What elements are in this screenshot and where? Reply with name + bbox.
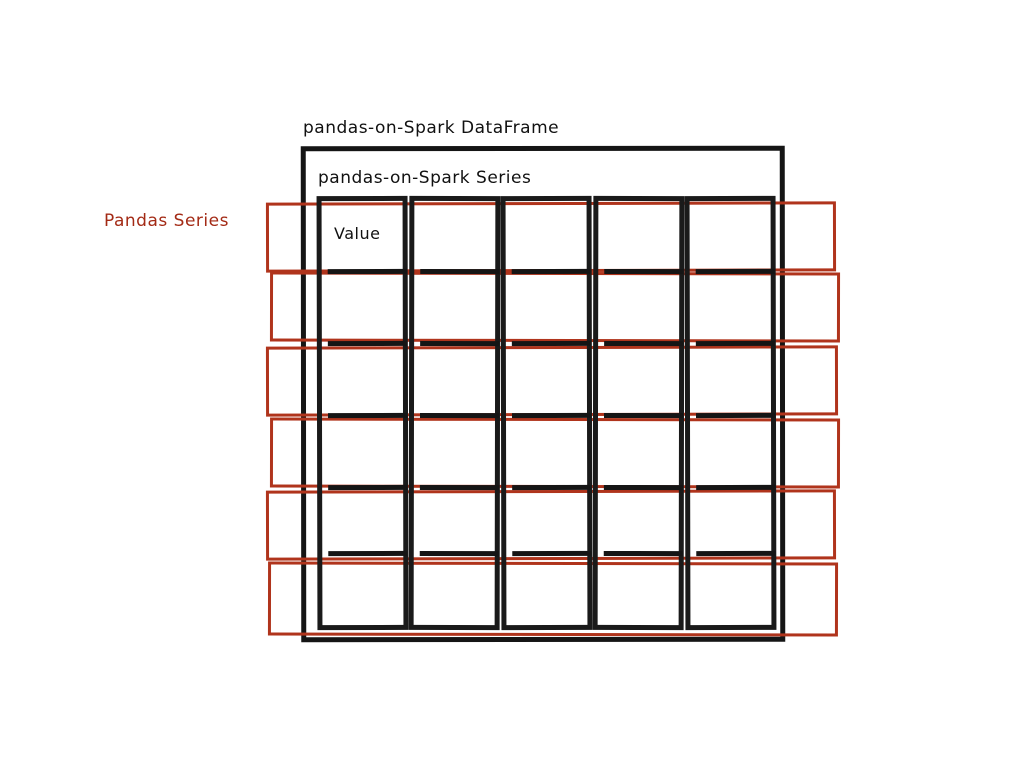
cell-divider <box>696 413 775 418</box>
cell-divider <box>604 341 683 346</box>
spark-series-title: pandas-on-Spark Series <box>318 168 532 188</box>
cell-divider <box>328 269 407 274</box>
cell-divider <box>604 413 683 418</box>
cell-divider <box>328 485 407 490</box>
spark-series-column-2 <box>409 196 501 630</box>
cell-divider <box>696 341 775 346</box>
cell-divider <box>420 269 499 274</box>
cell-divider <box>328 341 407 346</box>
cell-divider <box>420 485 499 490</box>
cell-divider <box>696 551 775 556</box>
cell-divider <box>696 269 775 274</box>
cell-divider <box>512 269 591 274</box>
spark-series-column-3 <box>501 196 593 630</box>
pandas-series-title: Pandas Series <box>104 211 229 231</box>
cell-divider <box>696 485 775 490</box>
cell-divider <box>328 413 407 418</box>
spark-series-column-1 <box>317 196 409 630</box>
cell-divider <box>512 551 591 556</box>
cell-divider <box>512 413 591 418</box>
cell-divider <box>512 485 591 490</box>
cell-divider <box>604 269 683 274</box>
cell-divider <box>604 551 683 556</box>
cell-divider <box>420 341 499 346</box>
cell-divider <box>420 413 499 418</box>
cell-divider <box>328 551 407 556</box>
spark-dataframe-title: pandas-on-Spark DataFrame <box>303 118 560 138</box>
cell-divider <box>420 551 499 556</box>
spark-series-column-4 <box>593 196 685 630</box>
spark-series-column-5 <box>685 196 777 630</box>
cell-divider <box>512 341 591 346</box>
cell-divider <box>604 485 683 490</box>
cell-value-label: Value <box>334 224 381 243</box>
